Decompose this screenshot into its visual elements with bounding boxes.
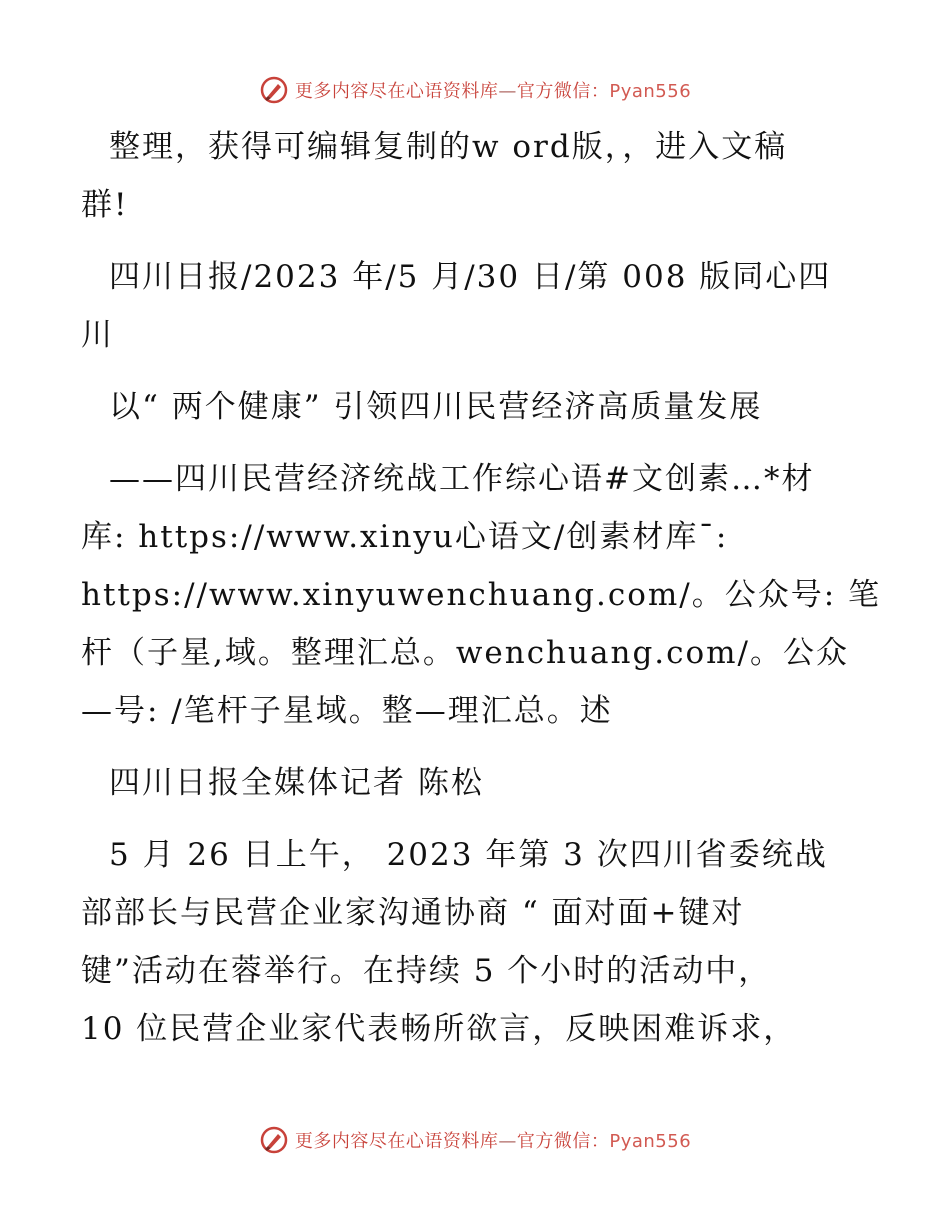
paragraph-source: [81, 248, 855, 364]
text-line: 10 位民营企业家代表畅所欲言，反映困难诉求，: [81, 1011, 797, 1047]
text-line: 杆（子星,域。整理汇总。wenchuang.com/。公众: [81, 635, 850, 671]
footer-banner-main: 更多内容尽在心语资料库: [294, 1131, 499, 1152]
footer-banner: [0, 1120, 950, 1160]
header-banner-wechat-account: Pyan556: [609, 81, 692, 102]
text-line: 整理，获得可编辑复制的w ord版，，进入文稿: [109, 129, 788, 165]
pen-nib-logo-icon: [259, 1125, 289, 1155]
footer-banner-wechat-label: 官方微信：: [516, 1131, 610, 1152]
header-banner: [0, 70, 950, 110]
article-body-paragraph: [81, 826, 855, 1058]
text-line: 库: https://www.xinyu心语文/创素材库¯:: [81, 519, 729, 555]
pen-nib-logo-icon: [259, 75, 289, 105]
text-line: 川: [81, 317, 114, 353]
article-byline: [95, 754, 855, 812]
document-body: [81, 118, 882, 1072]
footer-banner-text: [295, 1127, 691, 1153]
text-line: 以“ 两个健康” 引领四川民营经济高质量发展: [109, 389, 763, 425]
text-line: https://www.xinyuwenchuang.com/。公众号: 笔: [81, 577, 882, 613]
text-line: 四川日报全媒体记者 陈松: [109, 765, 484, 801]
header-banner-main: 更多内容尽在心语资料库: [294, 81, 499, 102]
footer-banner-wechat-account: Pyan556: [609, 1131, 692, 1152]
text-line: —号: /笔杆子星域。整—理汇总。述: [81, 693, 613, 729]
text-line: 5 月 26 日上午， 2023 年第 3 次四川省委统战: [109, 837, 828, 873]
header-banner-text: [295, 77, 691, 103]
paragraph-intro: [81, 118, 855, 234]
header-banner-wechat-label: 官方微信：: [516, 81, 610, 102]
text-line: 键”活动在蓉举行。在持续 5 个小时的活动中，: [81, 953, 772, 989]
footer-banner-separator: —: [498, 1131, 517, 1152]
header-banner-separator: —: [498, 81, 517, 102]
text-line: 部部长与民营企业家沟通协商 “ 面对面+键对: [81, 895, 745, 931]
article-title: [95, 378, 855, 436]
text-line: 四川日报/2023 年/5 月/30 日/第 008 版同心四: [109, 259, 832, 295]
text-line: 群!: [81, 187, 129, 223]
text-line: ——四川民营经济统战工作综心语#文创素…*材: [109, 461, 815, 497]
article-subtitle: [81, 450, 882, 740]
